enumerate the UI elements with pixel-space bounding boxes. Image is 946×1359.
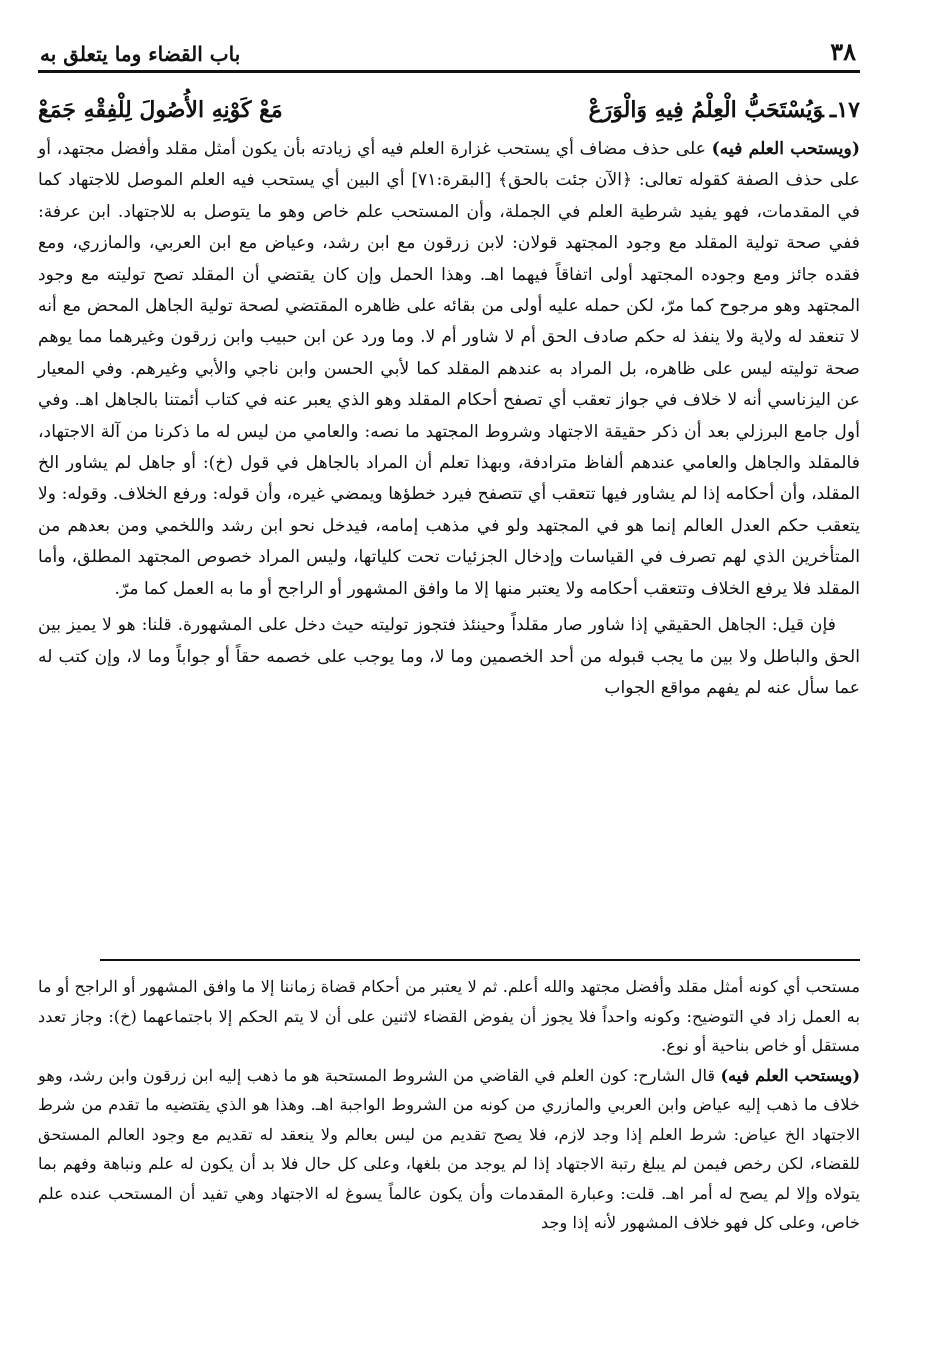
running-title: باب القضاء وما يتعلق به xyxy=(40,42,241,66)
verse-first-hemistich-text: وَيُسْتَحَبُّ الْعِلْمُ فِيهِ وَالْوَرَعْ xyxy=(588,97,824,123)
footnotes xyxy=(38,972,860,1238)
verse-second-hemistich: مَعْ كَوْنِهِ الأُصُولَ لِلْفِقْهِ جَمَعْ xyxy=(38,97,283,123)
footnote-separator xyxy=(100,959,860,961)
footnote-lemma: (ويستحب العلم فيه) xyxy=(720,1065,860,1085)
commentary-paragraph xyxy=(38,134,860,605)
footnote-paragraph xyxy=(38,1061,860,1238)
page-number: ٣٨ xyxy=(830,37,856,66)
footnote-paragraph: مستحب أي كونه أمثل مقلد وأفضل مجتهد والله أعلم. ثم لا يعتبر من أحكام قضاة زماننا إلا ما وافق المشهور أو الراجح أو ما به العمل زاد في التوضيح: وكونه واحداً فلا يجوز أن يفوض القضاء لاثنين على أن لا يتم الحكم إلا باجتماعهما (خ): وجاز تعدد مستقل أو خاص بناحية أو نوع. xyxy=(38,977,860,1055)
commentary-paragraph-text: على حذف مضاف أي يستحب غزارة العلم فيه أي زيادته بأن يكون أمثل مقلد وأفضل مجتهد، أو على حذف الصفة كقوله تعالى: ﴿الآن جئت بالحق﴾ [البقرة:٧١] أي البين أي يستحب فيه العلم الموصل للاجتهاد كما في المقدمات، فهو يفيد شرطية العلم في الجملة، وأن المستحب علم خاص وهو ما يتوصل به للاجتهاد. ابن عرفة: ففي صحة تولية المقلد مع وجود المجتهد قولان: لابن زرقون مع ابن رشد، وعياض مع ابن العربي، والمازري، ومع فقده جائز ومع وجوده المجتهد أولى اتفاقاً فيهما اهـ. وهذا الحمل وإن كان يقتضي أن المقلد تصح توليته مع وجود المجتهد وهو مرجوح كما مرّ، لكن حمله عليه أولى من بقائه على ظاهره المقتضي لصحة تولية الجاهل المحض مع أنه لا تنعقد له ولاية ولا ينفذ له حكم صادف الحق أم لا شاور أم لا. وما ورد عن ابن حبيب وابن زرقون وغيرهما مما يوهم صحة توليته ليس على ظاهره، بل المراد به عندهم المقلد كما لأبي الحسن وابن ناجي والأبي وغيرهم. وفي المعيار عن اليزناسي أنه لا خلاف في جواز تعقب أي تصفح أحكام المقلد وهو الذي يعبر عنه في كتاب أئمتنا بالجاهل اهـ. وفي أول جامع البرزلي بعد أن ذكر حقيقة الاجتهاد وشروط المجتهد ما نصه: والعامي من ليس له ما ذكرنا من آلة الاجتهاد، فالمقلد والجاهل والعامي عندهم ألفاظ مترادفة، وبهذا تعلم أن المراد بالجاهل في قول (خ): أو جاهل لم يشاور الخ المقلد، وأن أحكامه إذا لم يشاور فيها تتعقب أي تتصفح فيرد خطؤها ويمضي غيره، وأن قوله: ورفع الخلاف. وقوله: ولا يتعقب حكم العدل العالم إنما هو في المجتهد ولو في مذهب إمامه، فيدخل نحو ابن رشد واللخمي ومن بعدهم من المتأخرين الذي لهم تصرف في القياسات وإدخال الجزئيات تحت كلياتها، وليس المراد خصوص المجتهد المطلق، وأما المقلد فلا يرفع الخلاف وتتعقب أحكامه ولا يعتبر منها إلا ما وافق المشهور أو الراجح أو ما به العمل كما مرّ. xyxy=(38,139,860,599)
commentary-lemma: (ويستحب العلم فيه) xyxy=(711,139,860,159)
verse-number: ١٧ـ xyxy=(829,97,860,123)
footnote-paragraph-text: قال الشارح: كون العلم في القاضي من الشروط المستحبة هو ما ذهب إليه ابن زرقون وابن رشد، وهو خلاف ما ذهب إليه عياض وابن العربي والمازري من كونه من الشروط الواجبة اهـ. وهذا هو الذي يقتضيه ما تقدم من شرط الاجتهاد الخ عياض: شرط العلم إذا وجد لازم، فلا يصح تقديم من ليس بعالم ولا ينعقد له تقديم مع وجود العالم المستحق للقضاء، لكن رخص فيمن لم يبلغ رتبة الاجتهاد إذا لم يوجد من بلغها، وعلى كل حال فلا بد أن يكون له علم ونباهة وفهم بما يتولاه وإلا لم يصح له أمر اهـ. قلت: وعبارة المقدمات وأن يكون عالماً يسوغ له الاجتهاد وهي تفيد أن المستحب عنده علم خاص، وعلى كل فهو خلاف المشهور لأنه إذا وجد xyxy=(38,1065,860,1232)
commentary-body xyxy=(38,134,860,704)
verse-first-hemistich xyxy=(589,97,861,123)
page-header xyxy=(38,30,860,73)
verse-line xyxy=(38,88,860,132)
book-page xyxy=(38,22,860,1342)
commentary-paragraph: فإن قيل: الجاهل الحقيقي إذا شاور صار مقلداً وحينئذ فتجوز توليته حيث دخل على المشهورة. قلنا: هو لا يميز بين الحق والباطل ولا بين ما يجب قبوله من أحد الخصمين وما لا، وما يوجب على خصمه حقاً أو جواباً وما لا، وإن كتب له عما سأل عنه لم يفهم مواقع الجواب xyxy=(38,615,860,698)
